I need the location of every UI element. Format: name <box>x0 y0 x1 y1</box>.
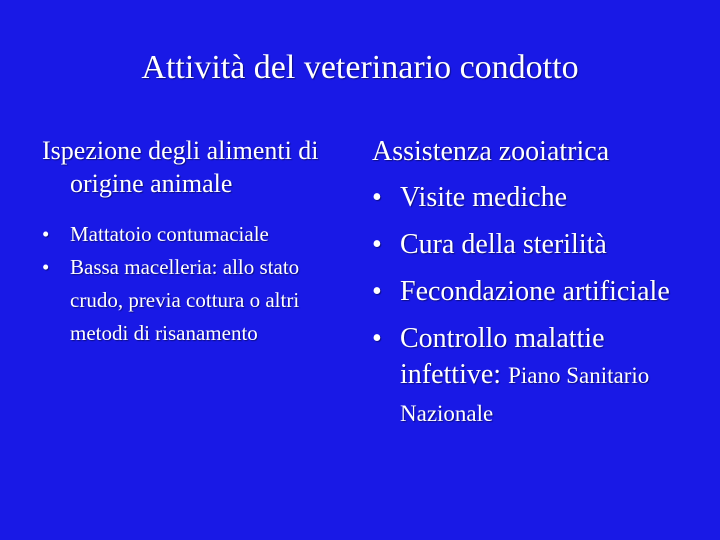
list-item-text: Fecondazione artificiale <box>400 276 670 307</box>
list-item <box>42 251 342 350</box>
left-heading: Ispezione degli alimenti di origine animale <box>42 136 319 198</box>
right-heading: Assistenza zooiatrica <box>372 136 610 167</box>
list-item-text: Cura della sterilità <box>400 229 607 260</box>
list-item-text: Controllo malattie infettive: <box>400 323 605 390</box>
bullet-icon: • <box>42 255 50 279</box>
bullet-icon: • <box>372 229 382 260</box>
left-bullet-list <box>42 218 342 350</box>
list-item <box>372 274 712 310</box>
list-item <box>372 180 712 216</box>
slide-title: Attività del veterinario condotto <box>141 49 579 86</box>
list-item <box>372 227 712 263</box>
bullet-icon: • <box>372 182 382 213</box>
list-item-text: Visite mediche <box>400 182 568 213</box>
list-item <box>372 321 712 433</box>
list-item <box>42 218 342 251</box>
right-column <box>372 134 712 444</box>
list-item-text: Mattatoio contumaciale <box>70 222 269 246</box>
right-bullet-list <box>372 180 712 433</box>
bullet-icon: • <box>42 222 50 246</box>
bullet-icon: • <box>372 323 382 354</box>
left-column <box>42 134 342 350</box>
list-item-subtext: Piano Sanitario Nazionale <box>400 363 650 426</box>
bullet-icon: • <box>372 276 382 307</box>
list-item-text: Bassa macelleria: allo stato crudo, previa cottura o altri metodi di risanamento <box>70 255 300 345</box>
